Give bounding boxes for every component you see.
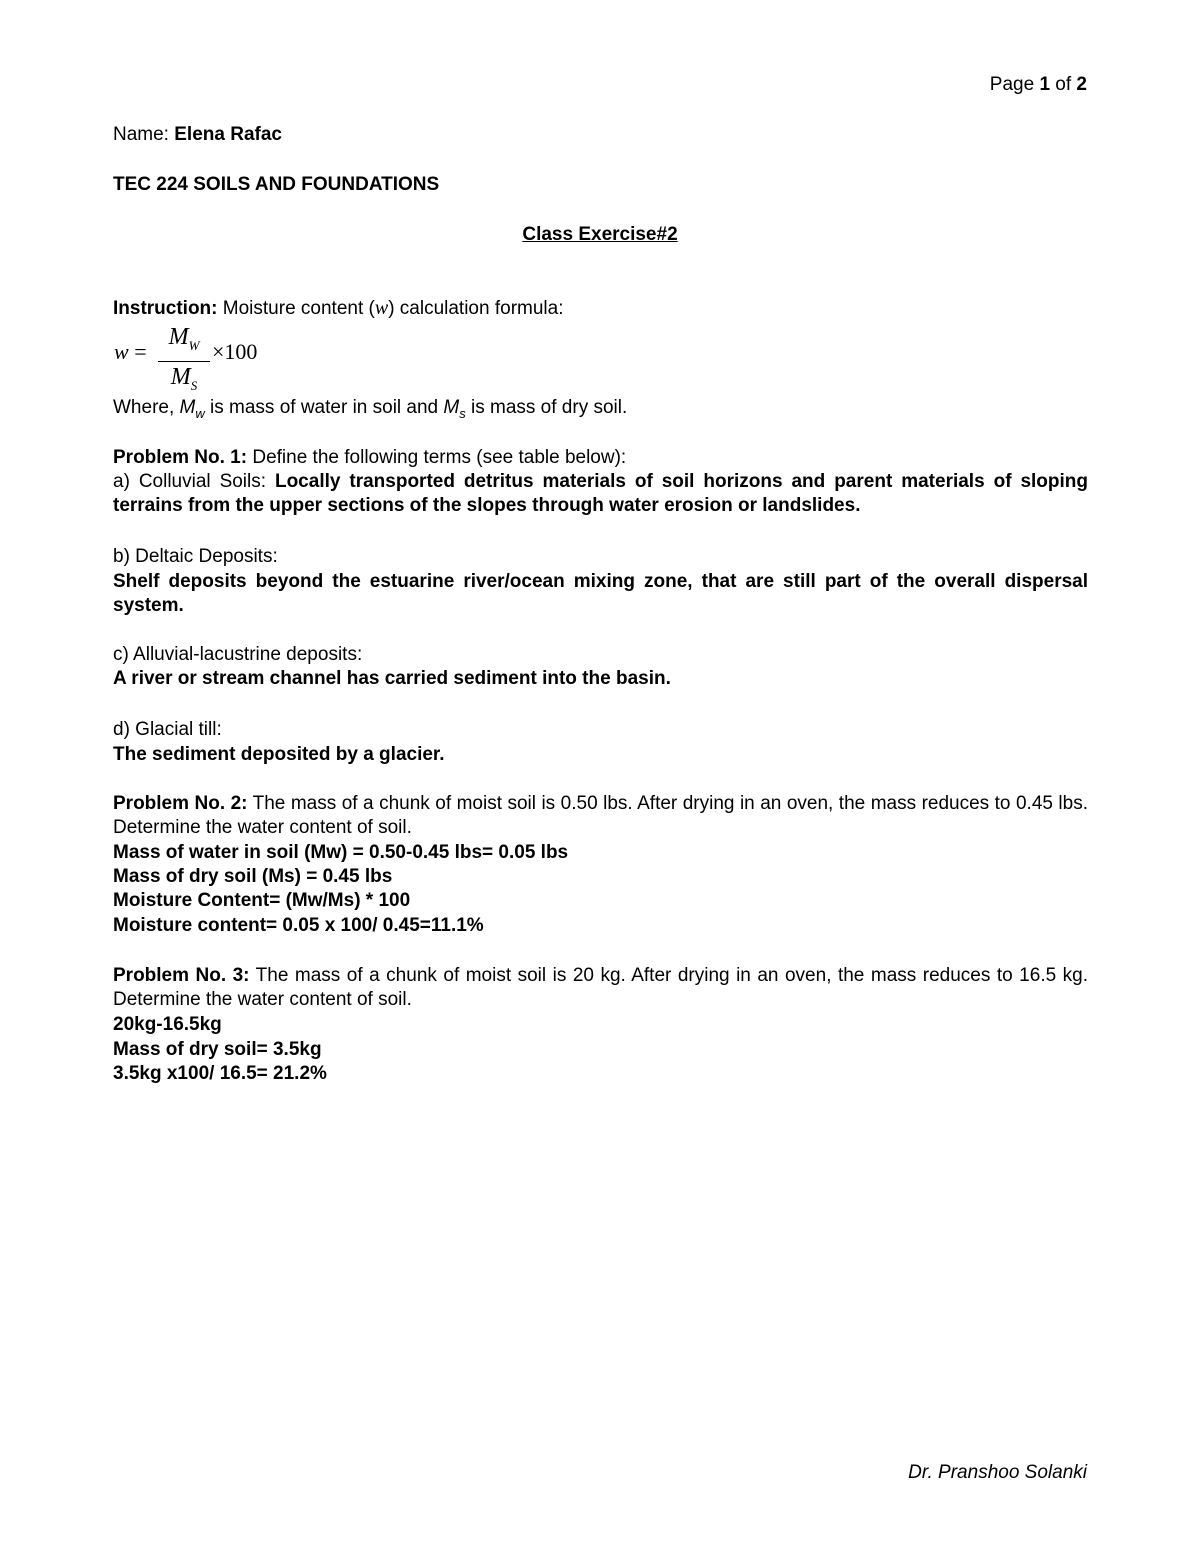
name-label: Name: (113, 124, 175, 145)
formula-w: w (114, 339, 129, 364)
course-title: TEC 224 SOILS AND FOUNDATIONS (113, 174, 440, 195)
problem1-text: Define the following terms (see table below): (247, 447, 627, 468)
problem1-d-label: d) Glacial till: (113, 719, 222, 740)
name-value: Elena Rafac (174, 124, 282, 145)
problem1-a (113, 470, 1088, 518)
where-line: Where, $M_w$ is mass of water in soil and $M_s$ is mass of dry soil. (113, 397, 628, 421)
fraction-bar (158, 361, 210, 362)
problem1-c-answer: A river or stream channel has carried sediment into the basin. (113, 668, 671, 689)
problem1-a-label: a) Colluvial Soils: (113, 471, 275, 492)
page-of: of (1050, 74, 1077, 95)
exercise-title: Class Exercise#2 (522, 224, 678, 245)
problem1-c-label: c) Alluvial-lacustrine deposits: (113, 644, 363, 665)
problem3-line: 3.5kg x100/ 16.5= 21.2% (113, 1063, 327, 1084)
formula-denominator: $M_S$ (170, 363, 198, 393)
problem2-label: Problem No. 2: (113, 793, 248, 814)
page-number (990, 74, 1087, 96)
problem1-d-answer: The sediment deposited by a glacier. (113, 744, 445, 765)
problem3-text: The mass of a chunk of moist soil is 20 kg. After drying in an oven, the mass reduces to 16.5 kg. Determine the water content of soil. (113, 965, 1088, 1010)
problem1-heading (113, 446, 626, 470)
problem1-b-label: b) Deltaic Deposits: (113, 546, 278, 567)
problem1-a-answer: Locally transported detritus materials of soil horizons and parent materials of sloping terrains from the upper sections of the slopes through water erosion or landslides. (113, 471, 1088, 516)
instruction (113, 296, 563, 321)
page-prefix: Page (989, 74, 1040, 95)
page-total: 2 (1076, 74, 1087, 95)
instruction-label: Instruction: (113, 298, 218, 319)
instruction-text-post: ) calculation formula: (388, 298, 564, 319)
problem2-text: The mass of a chunk of moist soil is 0.50 lbs. After drying in an oven, the mass reduces to 0.45 lbs. Determine the water content of soil. (113, 793, 1088, 838)
formula-fraction (158, 324, 210, 399)
formula-equals: = (134, 339, 147, 364)
problem3-line: 20kg-16.5kg (113, 1014, 222, 1035)
instruction-var: w (374, 297, 389, 319)
student-name (113, 123, 282, 147)
problem2-line: Mass of dry soil (Ms) = 0.45 lbs (113, 866, 393, 887)
problem1-label: Problem No. 1: (113, 447, 248, 468)
formula-lhs (114, 339, 147, 365)
problem2-statement (113, 792, 1088, 840)
footer-author: Dr. Pranshoo Solanki (908, 1462, 1087, 1483)
problem3-label: Problem No. 3: (113, 965, 250, 986)
formula-times: ×100 (212, 339, 258, 364)
page-current: 1 (1039, 74, 1051, 95)
formula-numerator: $M_W$ (168, 324, 200, 353)
problem2-line: Moisture Content= (Mw/Ms) * 100 (113, 890, 411, 911)
problem2-line: Mass of water in soil (Mw) = 0.50-0.45 lbs= 0.05 lbs (113, 842, 569, 863)
problem2-line: Moisture content= 0.05 x 100/ 0.45=11.1% (113, 915, 484, 936)
instruction-text-pre: Moisture content ( (217, 298, 375, 319)
problem3-line: Mass of dry soil= 3.5kg (113, 1039, 322, 1060)
problem1-b-answer: Shelf deposits beyond the estuarine river/ocean mixing zone, that are still part of the overall dispersal system. (113, 571, 1088, 616)
problem3-statement (113, 964, 1088, 1012)
